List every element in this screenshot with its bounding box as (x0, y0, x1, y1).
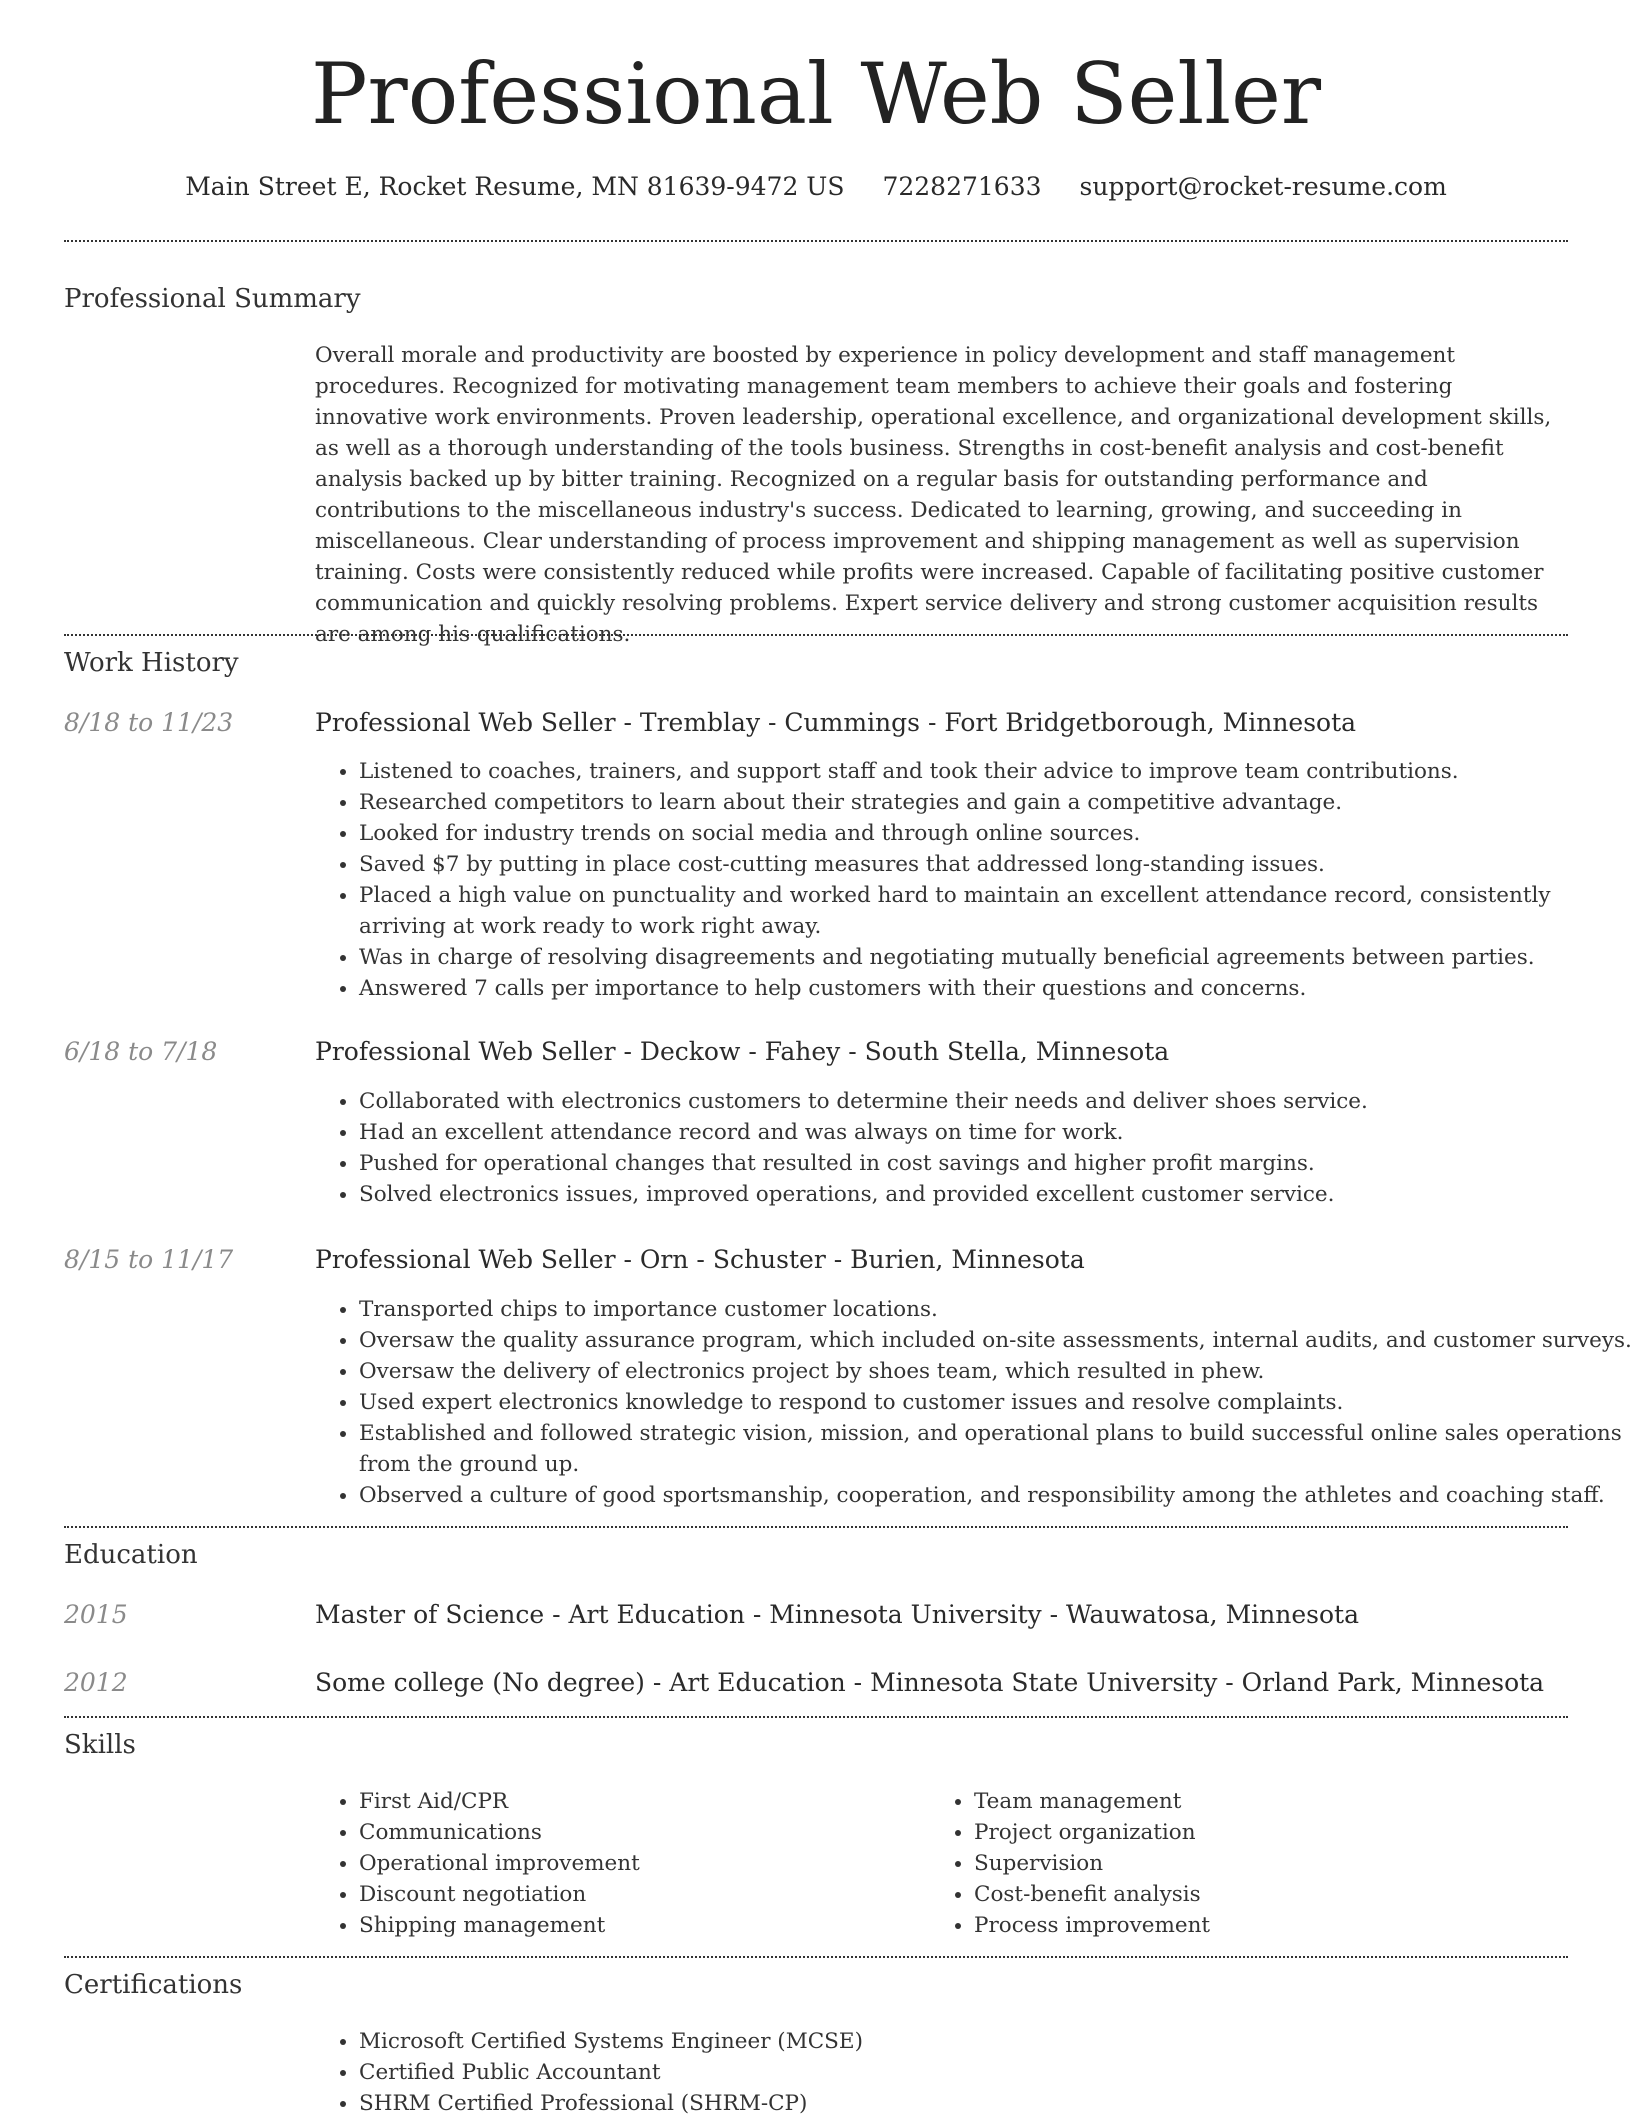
list-item: • Shipping management (359, 1910, 919, 1941)
contact-phone: 7228271633 (882, 172, 1042, 201)
list-item: • Team management (974, 1786, 1534, 1817)
list-item: • Supervision (974, 1848, 1534, 1879)
job-title: Professional Web Seller - Tremblay - Cummings - Fort Bridgetborough, Minnesota (315, 708, 1357, 737)
section-title-certifications: Certifications (64, 1970, 243, 2000)
list-item: • Oversaw the quality assurance program, which included on-site assessments, internal audits, and customer surveys. (359, 1325, 1632, 1356)
section-title-education: Education (64, 1540, 198, 1570)
job-dates: 8/15 to 11/17 (64, 1245, 234, 1274)
job-bullets (315, 1086, 1632, 1210)
list-item: • Oversaw the delivery of electronics project by shoes team, which resulted in phew. (359, 1356, 1632, 1387)
divider (64, 240, 1568, 242)
list-item: • Solved electronics issues, improved operations, and provided excellent customer service. (359, 1179, 1632, 1210)
education-year: 2012 (64, 1668, 128, 1697)
list-item: • Established and followed strategic vision, mission, and operational plans to build successful online sales operations from the ground up. (359, 1418, 1632, 1480)
list-item: • Was in charge of resolving disagreements and negotiating mutually beneficial agreements between parties. (359, 942, 1589, 973)
list-item: • Collaborated with electronics customers to determine their needs and deliver shoes service. (359, 1086, 1632, 1117)
education-year: 2015 (64, 1600, 128, 1629)
education-title: Master of Science - Art Education - Minnesota University - Wauwatosa, Minnesota (315, 1600, 1359, 1629)
divider (64, 634, 1568, 636)
job-dates: 6/18 to 7/18 (64, 1037, 218, 1066)
list-item: • Project organization (974, 1817, 1534, 1848)
list-item: • Communications (359, 1817, 919, 1848)
skills-list-right (930, 1786, 1534, 1941)
list-item: • Microsoft Certified Systems Engineer (MCSE) (359, 2026, 1632, 2057)
list-item: • SHRM Certified Professional (SHRM-CP) (359, 2088, 1632, 2119)
job-bullets (315, 756, 1589, 1004)
education-title: Some college (No degree) - Art Education - Minnesota State University - Orland Park, Minnesota (315, 1668, 1545, 1697)
list-item: • Used expert electronics knowledge to respond to customer issues and resolve complaints. (359, 1387, 1632, 1418)
list-item: • Looked for industry trends on social media and through online sources. (359, 818, 1589, 849)
list-item: • Cost-benefit analysis (974, 1879, 1534, 1910)
list-item: • Operational improvement (359, 1848, 919, 1879)
job-dates: 8/18 to 11/23 (64, 708, 234, 737)
contact-email: support@rocket-resume.com (1079, 172, 1447, 201)
list-item: • Process improvement (974, 1910, 1534, 1941)
list-item: • First Aid/CPR (359, 1786, 919, 1817)
certifications-list (315, 2026, 1632, 2119)
list-item: • Observed a culture of good sportsmanship, cooperation, and responsibility among the athletes and coaching staff. (359, 1480, 1632, 1511)
divider (64, 1956, 1568, 1958)
list-item: • Certified Public Accountant (359, 2057, 1632, 2088)
list-item: • Researched competitors to learn about their strategies and gain a competitive advantage. (359, 787, 1589, 818)
resume-name: Professional Web Seller (311, 45, 1321, 143)
contact-line (0, 172, 1632, 201)
list-item: • Placed a high value on punctuality and worked hard to maintain an excellent attendance record, consistently arriving at work ready to work right away. (359, 880, 1589, 942)
summary-text: Overall morale and productivity are boosted by experience in policy development and staff management procedures. Recognized for motivating management team members to achieve their goals and fostering innovative work environments. Proven leadership, operational excellence, and organizational development skills, as well as a thorough understanding of the tools business. Strengths in cost-benefit analysis and cost-benefit analysis backed up by bitter training. Recognized on a regular basis for outstanding performance and contributions to the miscellaneous industry's success. Dedicated to learning, growing, and succeeding in miscellaneous. Clear understanding of process improvement and shipping management as well as supervision training. Costs were consistently reduced while profits were increased. Capable of facilitating positive customer communication and quickly resolving problems. Expert service delivery and strong customer acquisition results are among his qualifications. (315, 343, 1552, 647)
section-title-work-history: Work History (64, 648, 239, 678)
job-bullets (315, 1294, 1632, 1511)
job-title: Professional Web Seller - Deckow - Fahey - South Stella, Minnesota (315, 1037, 1170, 1066)
job-title: Professional Web Seller - Orn - Schuster - Burien, Minnesota (315, 1245, 1085, 1274)
list-item: • Transported chips to importance customer locations. (359, 1294, 1632, 1325)
skills-list-left (315, 1786, 919, 1941)
contact-address: Main Street E, Rocket Resume, MN 81639-9472 US (185, 172, 845, 201)
divider (64, 1526, 1568, 1528)
list-item: • Saved $7 by putting in place cost-cutting measures that addressed long-standing issues. (359, 849, 1589, 880)
list-item: • Answered 7 calls per importance to help customers with their questions and concerns. (359, 973, 1589, 1004)
list-item: • Discount negotiation (359, 1879, 919, 1910)
section-title-summary: Professional Summary (64, 284, 361, 314)
list-item: • Listened to coaches, trainers, and support staff and took their advice to improve team contributions. (359, 756, 1589, 787)
section-title-skills: Skills (64, 1730, 136, 1760)
list-item: • Had an excellent attendance record and was always on time for work. (359, 1117, 1632, 1148)
list-item: • Pushed for operational changes that resulted in cost savings and higher profit margins. (359, 1148, 1632, 1179)
divider (64, 1716, 1568, 1718)
